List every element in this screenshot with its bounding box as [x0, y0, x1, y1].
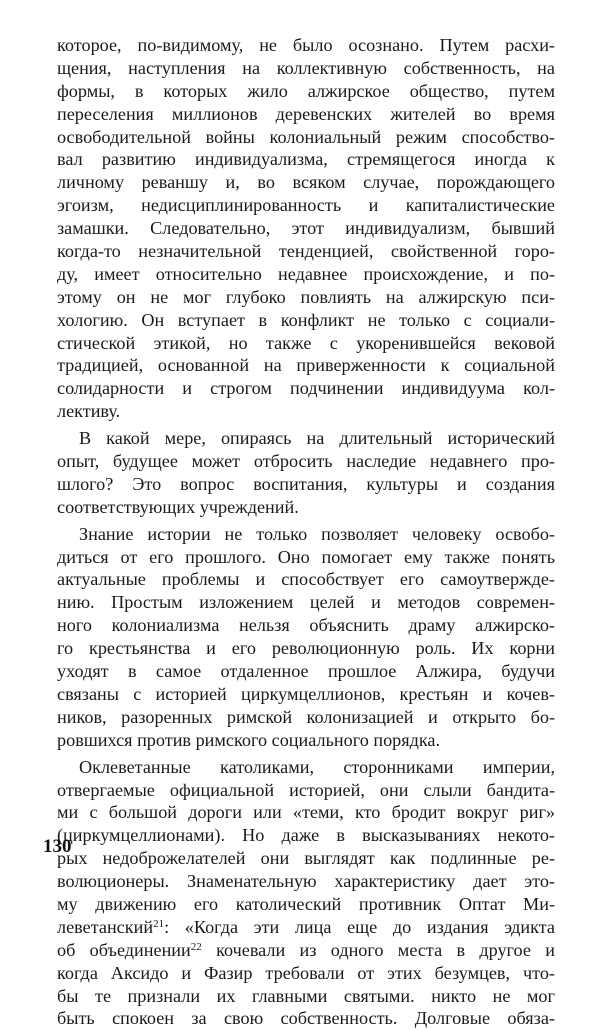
text-line: го крестьянства и его революционную роль. Их корни — [57, 638, 555, 659]
text-fragment: леветанский — [57, 916, 154, 937]
text-line: формы, в которых жило алжирское общество, путем — [57, 80, 555, 101]
text-line: быть спокоен за свою собственность. Долговые обяза- — [57, 1008, 555, 1029]
footnote-ref-21[interactable]: 21 — [153, 917, 165, 930]
text-line: этому он не мог глубоко повлиять на алжирскую пси- — [57, 286, 555, 307]
text-line: нию. Простым изложением целей и методов современ- — [57, 592, 555, 613]
text-line: связаны с историей циркумцеллионов, крестьян и кочев- — [57, 683, 555, 704]
text-line: рых недоброжелателей они выглядят как подлинные ре- — [57, 848, 555, 869]
text-line: Знание истории не только позволяет человеку освобо- — [79, 523, 555, 544]
text-line: ми с большой дороги или «теми, кто бродит вокруг риг» — [57, 802, 555, 823]
text-line: диться от его прошлого. Оно помогает ему также понять — [57, 546, 555, 567]
text-fragment: : «Когда эти лица еще до издания эдикта — [164, 916, 555, 937]
text-line: волюционеры. Знаменательную характеристику дает это- — [57, 871, 555, 892]
text-line: бы те признали их главными святыми. никто не мог — [57, 985, 555, 1006]
text-line: эгоизм, недисциплинированность и капиталистические — [57, 195, 555, 216]
paragraph-1 — [57, 34, 555, 423]
paragraph-3 — [57, 523, 555, 752]
text-line: Оклеветанные католиками, сторонниками империи, — [79, 756, 555, 777]
text-line: В какой мере, опираясь на длительный исторический — [79, 428, 555, 449]
text-line: шлого? Это вопрос воспитания, культуры и создания — [57, 473, 555, 494]
text-line: (циркумцеллионами). Но даже в высказываниях некото- — [57, 825, 555, 846]
text-line: традицией, основанной на приверженности к социальной — [57, 355, 555, 376]
text-line: ного колониализма нельзя объяснить драму алжирско- — [57, 615, 555, 636]
paragraph-4 — [57, 756, 555, 1030]
footnote-ref-22[interactable]: 22 — [190, 940, 202, 953]
text-fragment: кочевали из одного места в другое и — [201, 939, 555, 960]
text-line: ду, имеет относительно недавнее происхождение, и по- — [57, 263, 555, 284]
text-line: хологию. Он вступает в конфликт не только с социали- — [57, 309, 555, 330]
text-line: опыт, будущее может отбросить наследие недавнего про- — [57, 451, 555, 472]
text-line: отвергаемые официальной историей, они слыли бандита- — [57, 779, 555, 800]
document-page — [57, 34, 555, 1030]
text-line: му движению его католический противник Оптат Ми- — [57, 893, 555, 914]
text-line: освободительной войны колониальный режим способство- — [57, 126, 555, 147]
text-line — [57, 916, 555, 939]
text-line: личному реваншу и, во всяком случае, порождающего — [57, 172, 555, 193]
text-line: когда-то незначительной тенденцией, свойственной горо- — [57, 241, 555, 262]
text-line: актуальные проблемы и способствует его самоутвержде- — [57, 569, 555, 590]
text-line: стической этикой, но также с укоренившейся вековой — [57, 332, 555, 353]
text-line: уходят в самое отдаленное прошлое Алжира, будучи — [57, 661, 555, 682]
paragraph-2 — [57, 427, 555, 519]
text-line: лективу. — [57, 401, 121, 422]
text-line: ников, разоренных римской колонизацией и открыто бо- — [57, 706, 555, 727]
text-line — [57, 939, 555, 962]
text-line: когда Аксидо и Фазир требовали от этих безумцев, что- — [57, 962, 555, 983]
page-number: 130 — [43, 836, 72, 857]
text-line: соответствующих учреждений. — [57, 496, 299, 517]
text-line: солидарности и строгом подчинении индивидуума кол- — [57, 378, 555, 399]
text-line: замашки. Следовательно, этот индивидуализм, бывший — [57, 218, 555, 239]
text-fragment: об объединении — [57, 939, 191, 960]
text-line: переселения миллионов деревенских жителей во время — [57, 103, 555, 124]
text-line: щения, наступления на коллективную собственность, на — [57, 57, 555, 78]
text-line: ровшихся против римского социального порядка. — [57, 729, 441, 750]
text-line: которое, по-видимому, не было осознано. Путем расхи- — [57, 35, 555, 55]
text-line: вал развитию индивидуализма, стремящегося иногда к — [57, 149, 555, 170]
